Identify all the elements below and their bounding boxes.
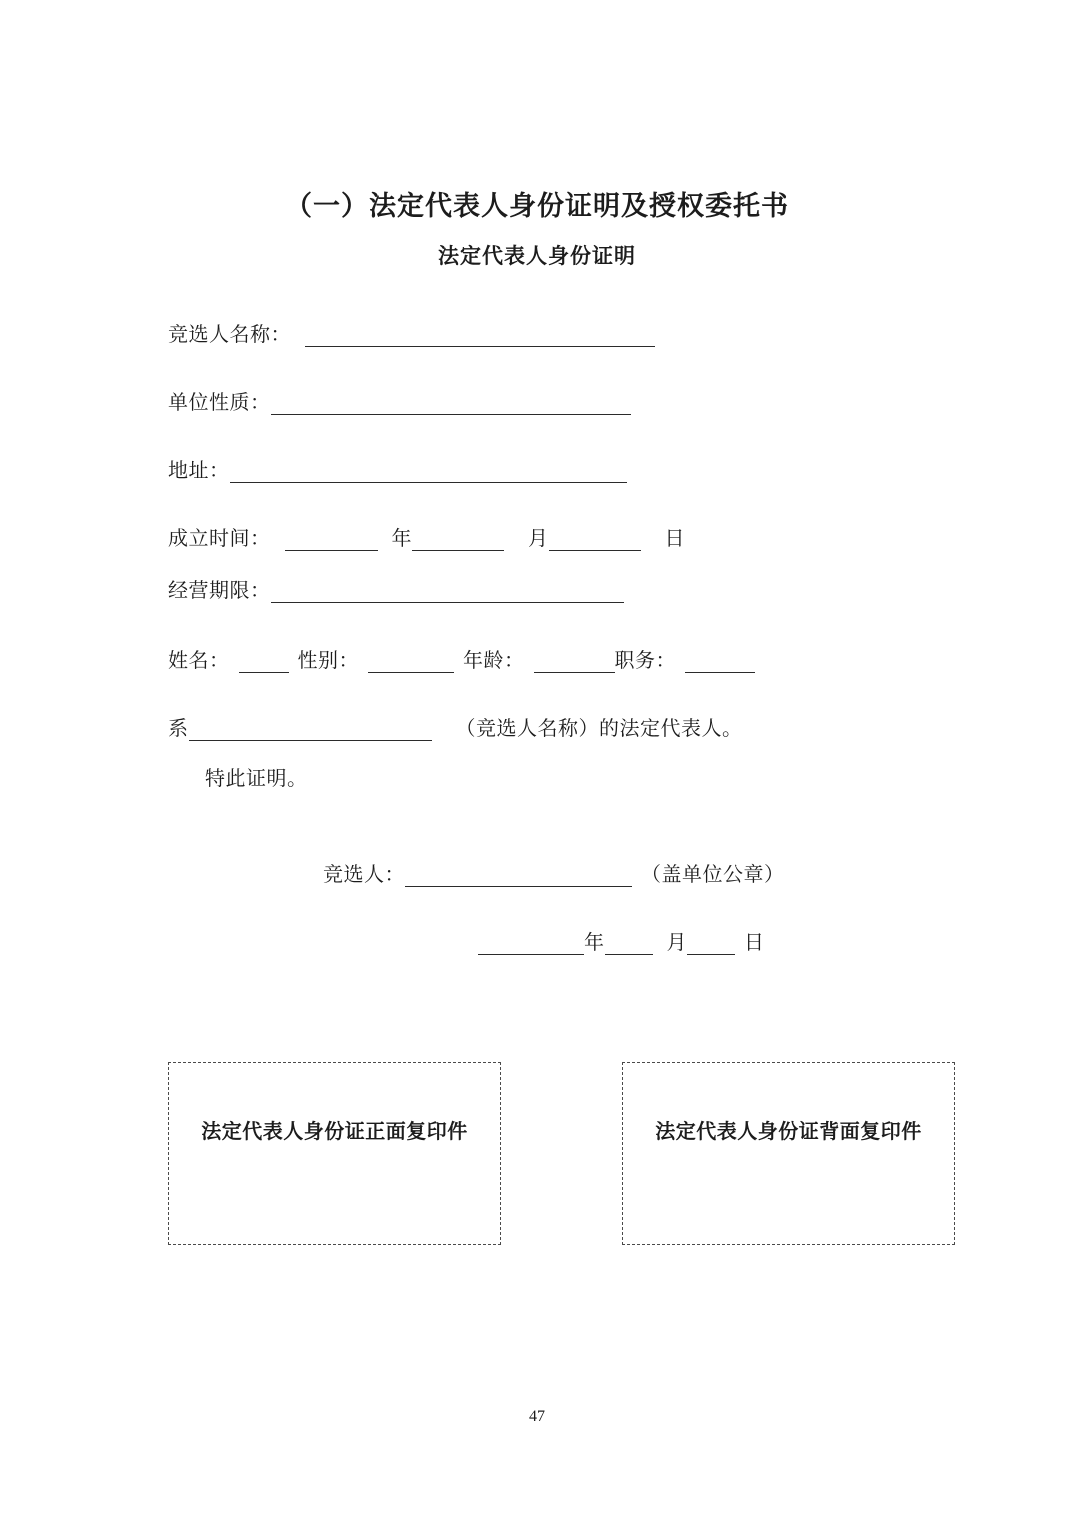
name-label: 姓名： — [168, 650, 230, 672]
establish-time-label: 成立时间： — [168, 528, 271, 550]
seal-note: （盖单位公章） — [641, 864, 785, 886]
address-blank — [230, 462, 627, 483]
unit-nature-row — [168, 386, 631, 415]
year-suffix: 年 — [391, 528, 412, 550]
id-back-copy-label: 法定代表人身份证背面复印件 — [655, 1121, 922, 1143]
id-back-copy-box — [622, 1062, 955, 1245]
person-info-row — [168, 644, 755, 673]
document-subtitle: 法定代表人身份证明 — [438, 244, 636, 268]
date-day-suffix: 日 — [744, 932, 765, 954]
relation-blank — [189, 720, 432, 741]
address-label: 地址： — [168, 460, 230, 482]
certification-row — [205, 762, 308, 791]
bidder-sign-row — [323, 858, 785, 887]
id-front-copy-label: 法定代表人身份证正面复印件 — [201, 1121, 468, 1143]
unit-nature-label: 单位性质： — [168, 392, 271, 414]
date-row — [478, 926, 765, 955]
bidder-sign-blank — [405, 866, 632, 887]
date-year-blank — [478, 934, 584, 955]
document-title: （一）法定代表人身份证明及授权委托书 — [285, 191, 789, 221]
age-blank — [534, 652, 615, 673]
date-month-suffix: 月 — [666, 932, 687, 954]
page-number: 47 — [529, 1408, 545, 1425]
bidder-name-label: 竞选人名称： — [168, 324, 291, 346]
position-blank — [685, 652, 755, 673]
establish-year-blank — [285, 530, 378, 551]
relation-suffix: （竞选人名称）的法定代表人。 — [455, 718, 743, 740]
bidder-name-row — [168, 318, 655, 347]
business-term-blank — [271, 582, 624, 603]
gender-blank — [368, 652, 454, 673]
id-front-copy-box — [168, 1062, 501, 1245]
position-label: 职务： — [614, 650, 676, 672]
certification-statement: 特此证明。 — [205, 768, 308, 790]
month-suffix: 月 — [528, 528, 549, 550]
gender-label: 性别： — [297, 650, 359, 672]
business-term-label: 经营期限： — [168, 580, 271, 602]
bidder-label: 竞选人： — [323, 864, 405, 886]
age-label: 年龄： — [463, 650, 525, 672]
bidder-name-blank — [305, 326, 655, 347]
establish-month-blank — [412, 530, 504, 551]
relation-row — [168, 712, 743, 741]
unit-nature-blank — [271, 394, 631, 415]
date-month-blank — [605, 934, 653, 955]
address-row — [168, 454, 627, 483]
day-suffix: 日 — [664, 528, 685, 550]
name-blank — [239, 652, 289, 673]
establish-time-row — [168, 522, 685, 551]
date-day-blank — [687, 934, 735, 955]
relation-prefix: 系 — [168, 718, 189, 740]
business-term-row — [168, 574, 624, 603]
establish-day-blank — [549, 530, 641, 551]
date-year-suffix: 年 — [584, 932, 605, 954]
